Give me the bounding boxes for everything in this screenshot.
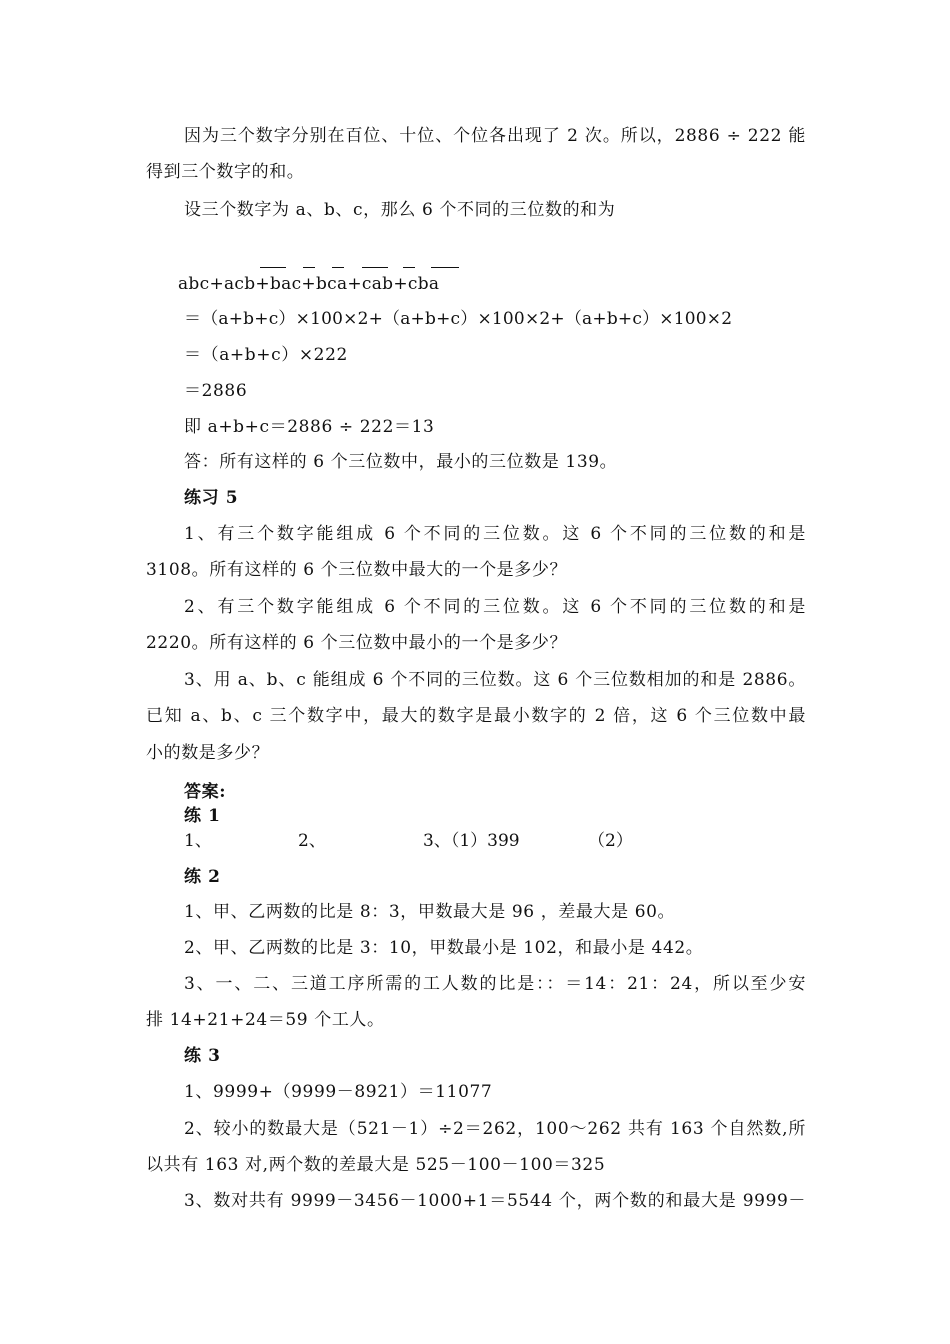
equation-line-1: abc+acb+bac+bca+cab+cba xyxy=(178,274,440,294)
answers-p3-title: 练 3 xyxy=(184,1046,221,1066)
equation-line-4: ＝2886 xyxy=(184,381,248,401)
intro-line-1: 因为三个数字分别在百位、十位、个位各出现了 2 次。所以，2886 ÷ 222 能 xyxy=(184,126,806,146)
equation-line-2: ＝（a+b+c）×100×2+（a+b+c）×100×2+（a+b+c）×100×2 xyxy=(184,309,733,329)
answers-p3-a2-line-1: 2、较小的数最大是（521－1）÷2＝262，100～262 共有 163 个自然数,所 xyxy=(184,1119,806,1139)
answers-p3-a3-line-1: 3、数对共有 9999－3456－1000+1＝5544 个，两个数的和最大是 9999－ xyxy=(184,1191,806,1211)
practice5-q2-line-2: 2220。所有这样的 6 个三位数中最小的一个是多少？ xyxy=(146,633,568,653)
overline-cba-1 xyxy=(403,267,415,268)
answers-title: 答案: xyxy=(184,782,227,802)
answers-p2-title: 练 2 xyxy=(184,867,221,887)
answers-p2-a2: 2、甲、乙两数的比是 3：10，甲数最小是 102，和最小是 442。 xyxy=(184,938,704,958)
answers-p2-a3-line-2: 排 14+21+24＝59 个工人。 xyxy=(146,1010,385,1030)
answers-p2-a1: 1、甲、乙两数的比是 8：3，甲数最大是 96 ，差最大是 60。 xyxy=(184,902,676,922)
answers-p3-a1: 1、9999+（9999－8921）＝11077 xyxy=(184,1082,493,1102)
answer-statement: 答：所有这样的 6 个三位数中，最小的三位数是 139。 xyxy=(184,452,618,472)
overline-bac xyxy=(303,267,315,268)
practice5-q3-line-3: 小的数是多少？ xyxy=(146,743,270,763)
answers-p3-a2-line-2: 以共有 163 对,两个数的差最大是 525－100－100＝325 xyxy=(146,1155,606,1175)
answers-p1-a3: 3、（1）399 xyxy=(423,831,520,851)
overline-cba-2 xyxy=(431,267,459,268)
answers-p1-a1: 1、 xyxy=(184,831,212,851)
practice5-q1-line-1: 1、有三个数字能组成 6 个不同的三位数。这 6 个不同的三位数的和是 xyxy=(184,524,806,544)
intro-line-2: 得到三个数字的和。 xyxy=(146,162,305,182)
answers-p1-a4: （2） xyxy=(588,831,633,851)
overline-acb xyxy=(260,267,286,268)
equation-line-3: ＝（a+b+c）×222 xyxy=(184,345,348,365)
practice5-q3-line-1: 3、用 a、b、c 能组成 6 个不同的三位数。这 6 个三位数相加的和是 2886。 xyxy=(184,670,806,690)
overline-bca xyxy=(332,267,344,268)
equation-line-5: 即 a+b+c＝2886 ÷ 222＝13 xyxy=(184,417,435,437)
answers-p1-title: 练 1 xyxy=(184,806,221,826)
practice5-q3-line-2: 已知 a、b、c 三个数字中，最大的数字是最小数字的 2 倍，这 6 个三位数中最 xyxy=(146,706,806,726)
answers-p1-a2: 2、 xyxy=(298,831,326,851)
practice5-q1-line-2: 3108。所有这样的 6 个三位数中最大的一个是多少？ xyxy=(146,560,568,580)
overline-cab xyxy=(362,267,388,268)
answers-p2-a3-line-1: 3、一、二、三道工序所需的工人数的比是：：＝14：21：24，所以至少安 xyxy=(184,974,806,994)
practice5-q2-line-1: 2、有三个数字能组成 6 个不同的三位数。这 6 个不同的三位数的和是 xyxy=(184,597,806,617)
intro-line-3: 设三个数字为 a、b、c，那么 6 个不同的三位数的和为 xyxy=(184,200,616,220)
practice5-title: 练习 5 xyxy=(184,488,239,508)
